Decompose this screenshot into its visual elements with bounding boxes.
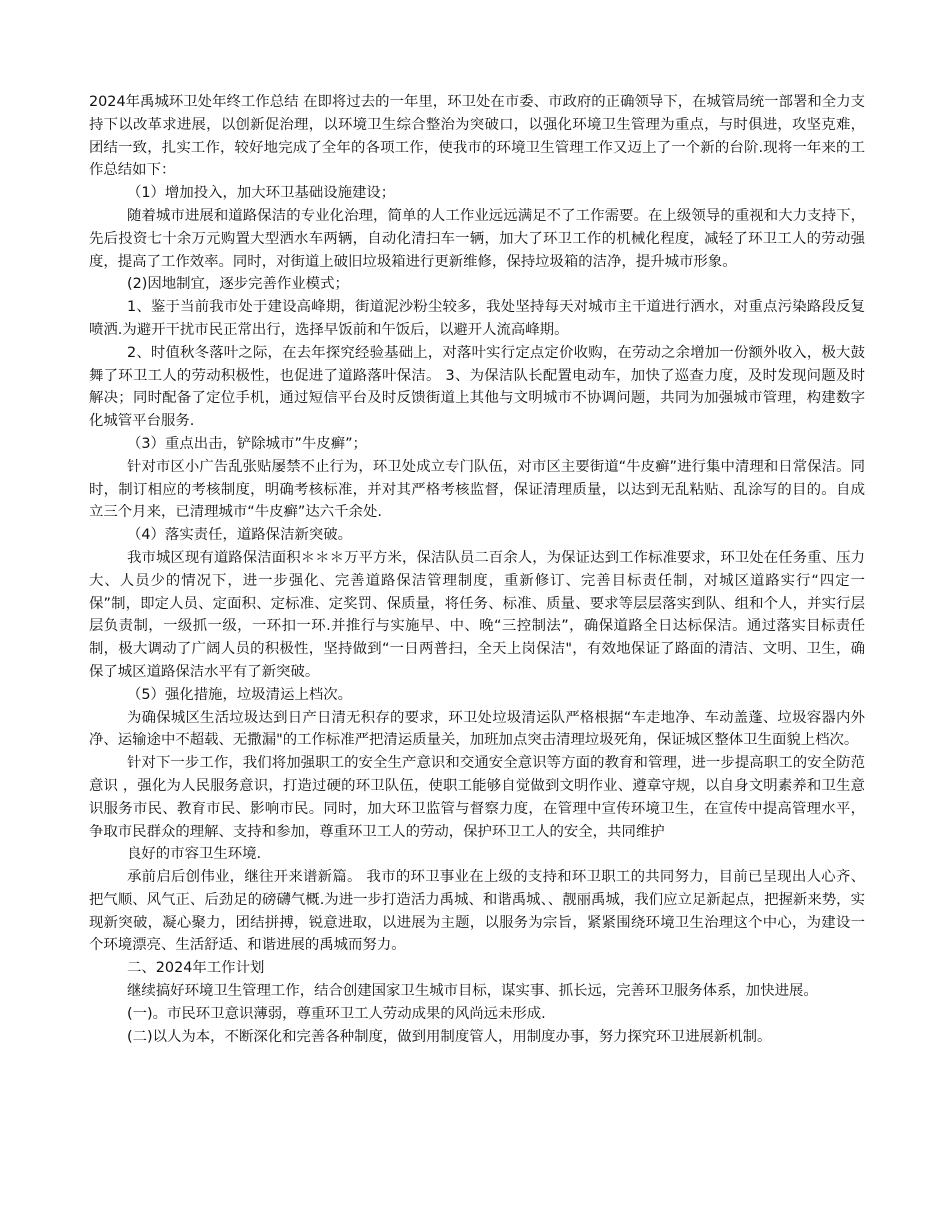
body-paragraph: 继续搞好环境卫生管理工作，结合创建国家卫生城市目标，谋实事、抓长远，完善环卫服务体系，加快进展。 <box>127 983 818 1000</box>
intro-paragraph: 2024年禹城环卫处年终工作总结 在即将过去的一年里，环卫处在市委、市政府的正确领导下，在城管局统一部署和全力支持下以改革求进展，以创新促治理，以环境卫生综合整治为突破口，以强化环境卫生管理为重点，与时俱进，攻坚克难，团结一致，扎实工作，较好地完成了全年的各项工作，使我市的环境卫生管理工作又迈上了一个新的台阶.现将一年来的工作总结如下： <box>89 94 865 179</box>
section-heading-5: （5）强化措施，垃圾清运上档次。 <box>127 686 353 703</box>
body-paragraph: 良好的市容卫生环境. <box>127 846 262 863</box>
plan-heading: 二、2024年工作计划 <box>127 960 265 977</box>
section-heading-4: （4）落实责任，道路保洁新突破。 <box>127 527 353 544</box>
section-heading-3: （3）重点出击，铲除城市”牛皮癣”； <box>127 435 367 452</box>
section-heading-2: (2)因地制宜，逐步完善作业模式； <box>127 276 349 293</box>
body-paragraph: 针对下一步工作，我们将加强职工的安全生产意识和交通安全意识等方面的教育和管理，进一步提高职工的安全防范意识 ，强化为人民服务意识，打造过硬的环卫队伍，使职工能够自觉做到文明作业、遵章守规，以自身文明素养和卫生意识服务市民、教育市民、影响市民。同时，加大环卫监管与督察力度，在管理中宣传环境卫生，在宣传中提高管理水平，争取市民群众的理解、支持和参加，尊重环卫工人的劳动，保护环卫工人的安全，共同维护 <box>89 755 865 840</box>
plan-item-2: (二)以人为本，不断深化和完善各种制度，做到用制度管人，用制度办事，努力探究环卫进展新机制。 <box>127 1028 772 1045</box>
plan-item-1: (一)。市民环卫意识薄弱，尊重环卫工人劳动成果的风尚远未形成. <box>127 1005 546 1022</box>
body-paragraph: 2、时值秋冬落叶之际，在去年探究经验基础上，对落叶实行定点定价收购，在劳动之余增加一份额外收入，极大鼓舞了环卫工人的劳动积极性，也促进了道路落叶保洁。 3、为保洁队长配置电动车，加快了巡查力度，及时发现问题及时解决；同时配备了定位手机，通过短信平台及时反馈街道上其他与文明城市不协调问题，共同为加强城市管理，构建数字化城管平台服务. <box>89 344 865 430</box>
body-paragraph: 承前启后创伟业，继往开来谱新篇。 我市的环卫事业在上级的支持和环卫职工的共同努力，目前已呈现出人心齐、把气顺、风气正、后劲足的磅礴气概.为进一步打造活力禹城、和谐禹城、、靓丽禹城，我们应立足新起点，把握新来势，实现新突破，凝心聚力，团结拼搏，锐意进取，以进展为主题，以服务为宗旨，紧紧围绕环境卫生治理这个中心，为建设一个环境漂亮、生活舒适、和谐进展的禹城而努力。 <box>89 869 865 954</box>
body-paragraph: 我市城区现有道路保洁面积＊＊＊万平方米，保洁队员二百余人，为保证达到工作标准要求，环卫处在任务重、压力大、人员少的情况下，进一步强化、完善道路保洁管理制度，重新修订、完善目标责任制，对城区道路实行“四定一保”制，即定人员、定面积、定标准、定奖罚、保质量，将任务、标准、质量、要求等层层落实到队、组和个人，并实行层层负责制，一级抓一级，一环扣一环.并推行与实施早、中、晚“三控制法”，确保道路全日达标保洁。通过落实目标责任制，极大调动了广阔人员的积极性，坚持做到“一日两普扫，全天上岗保洁"，有效地保证了路面的清洁、文明、卫生，确保了城区道路保洁水平有了新突破。 <box>89 549 865 680</box>
body-paragraph: 针对市区小广告乱张贴屡禁不止行为，环卫处成立专门队伍，对市区主要街道“牛皮癣”进行集中清理和日常保洁。同时，制订相应的考核制度，明确考核标准，并对其严格考核监督，保证清理质量，以达到无乱粘贴、乱涂写的目的。自成立三个月来，已清理城市“牛皮癣”达六千余处. <box>89 458 865 521</box>
document-body <box>89 91 865 1048</box>
body-paragraph: 1、鉴于当前我市处于建设高峰期，街道泥沙粉尘较多，我处坚持每天对城市主干道进行洒水，对重点污染路段反复喷洒.为避开干扰市民正常出行，选择早饭前和午饭后，以避开人流高峰期。 <box>89 299 865 338</box>
section-heading-1: （1）增加投入，加大环卫基础设施建设； <box>127 185 396 202</box>
body-paragraph: 随着城市进展和道路保洁的专业化治理，简单的人工作业远远满足不了工作需要。在上级领导的重视和大力支持下，先后投资七十余万元购置大型洒水车两辆，自动化清扫车一辆，加大了环卫工作的机械化程度，减轻了环卫工人的劳动强度，提高了工作效率。同时，对街道上破旧垃圾箱进行更新维修，保持垃圾箱的洁净，提升城市形象。 <box>89 207 865 270</box>
body-paragraph: 为确保城区生活垃圾达到日产日清无积存的要求，环卫处垃圾清运队严格根据“车走地净、车动盖蓬、垃圾容器内外净、运输途中不超载、无撒漏"的工作标准严把清运质量关，加班加点突击清理垃圾死角，保证城区整体卫生面貌上档次。 <box>89 709 865 749</box>
